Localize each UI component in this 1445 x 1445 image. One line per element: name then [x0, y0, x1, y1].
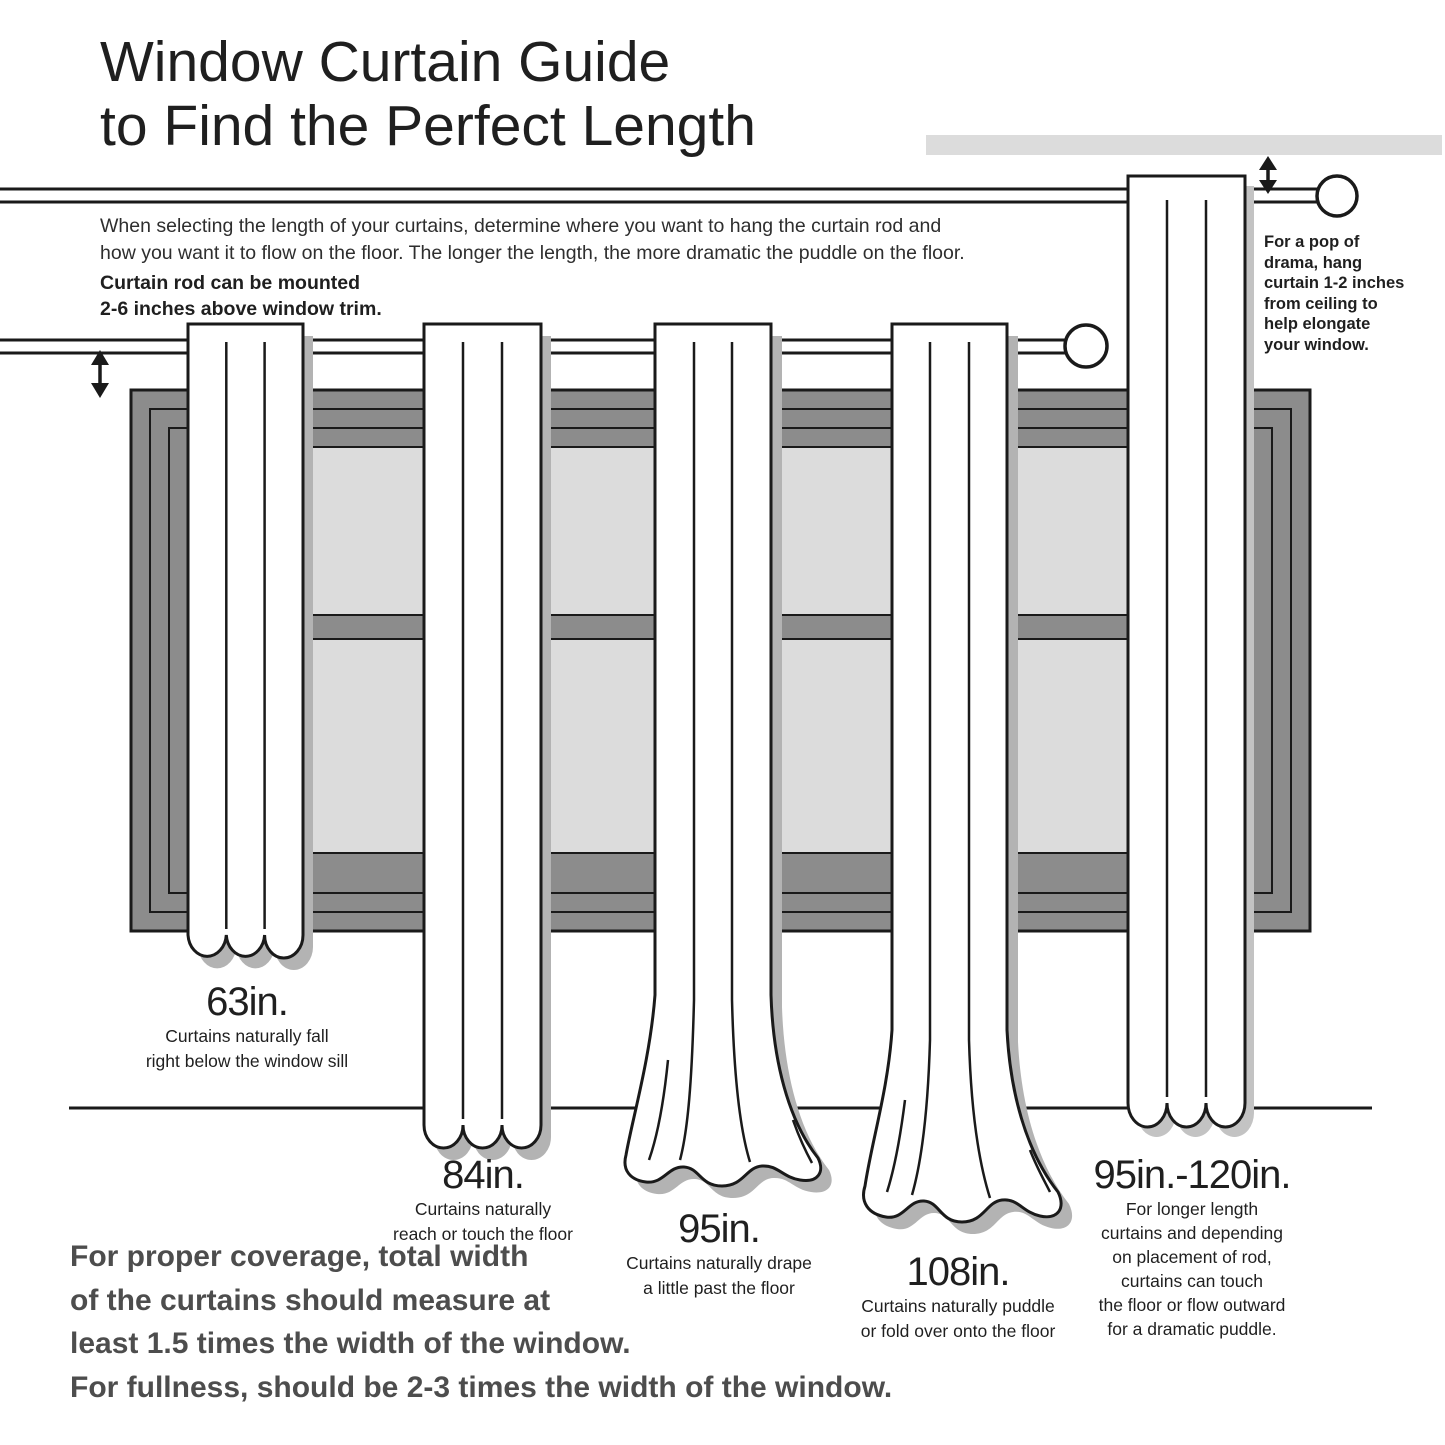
length-desc-95in-120in: For longer length curtains and depending on placement of rod, curtains can touch the floor or flow outward for a dramatic puddle.	[1098, 1199, 1286, 1339]
rod-mount-note: Curtain rod can be mounted 2-6 inches above window trim.	[100, 272, 382, 320]
curtain-panel	[188, 324, 303, 958]
length-size-63in: 63in.	[206, 980, 288, 1024]
length-label-63in	[146, 980, 348, 1074]
rod-finial-icon	[1065, 325, 1107, 367]
length-label-84in	[393, 1153, 573, 1247]
rod-finial-icon	[1317, 176, 1357, 216]
coverage-footer-note: For proper coverage, total width of the curtains should measure at least 1.5 times the width of the window. For fullness, should be 2-3 times the width of the window.	[70, 1240, 893, 1404]
length-size-84in: 84in.	[442, 1153, 524, 1197]
curtain-panel	[1128, 176, 1245, 1127]
length-size-108in: 108in.	[906, 1250, 1010, 1294]
ceiling-drama-note: For a pop of drama, hang curtain 1-2 inches from ceiling to help elongate your window.	[1264, 233, 1405, 354]
curtain-panel	[424, 324, 541, 1148]
length-desc-63in: Curtains naturally fall right below the window sill	[145, 1026, 349, 1071]
length-size-95in-120in: 95in.-120in.	[1093, 1153, 1291, 1197]
length-size-95in: 95in.	[678, 1207, 760, 1251]
curtain-84in	[424, 324, 551, 1160]
rod-height-arrow-icon	[91, 350, 109, 398]
page-title: Window Curtain Guide to Find the Perfect Length	[100, 30, 756, 158]
length-desc-84in: Curtains naturally reach or touch the floor	[393, 1199, 573, 1244]
ceiling-bar	[926, 135, 1442, 155]
length-label-95in-120in	[1093, 1153, 1290, 1341]
intro-text: When selecting the length of your curtains, determine where you want to hang the curtain rod and how you want it to flow on the floor. The longer the length, the more dramatic the puddle on the floor.	[100, 215, 965, 264]
curtain-95in-120in	[1128, 176, 1254, 1137]
length-desc-95in: Curtains naturally drape a little past the floor	[626, 1253, 812, 1298]
length-desc-108in: Curtains naturally puddle or fold over onto the floor	[860, 1296, 1056, 1341]
curtain-63in	[188, 324, 313, 970]
